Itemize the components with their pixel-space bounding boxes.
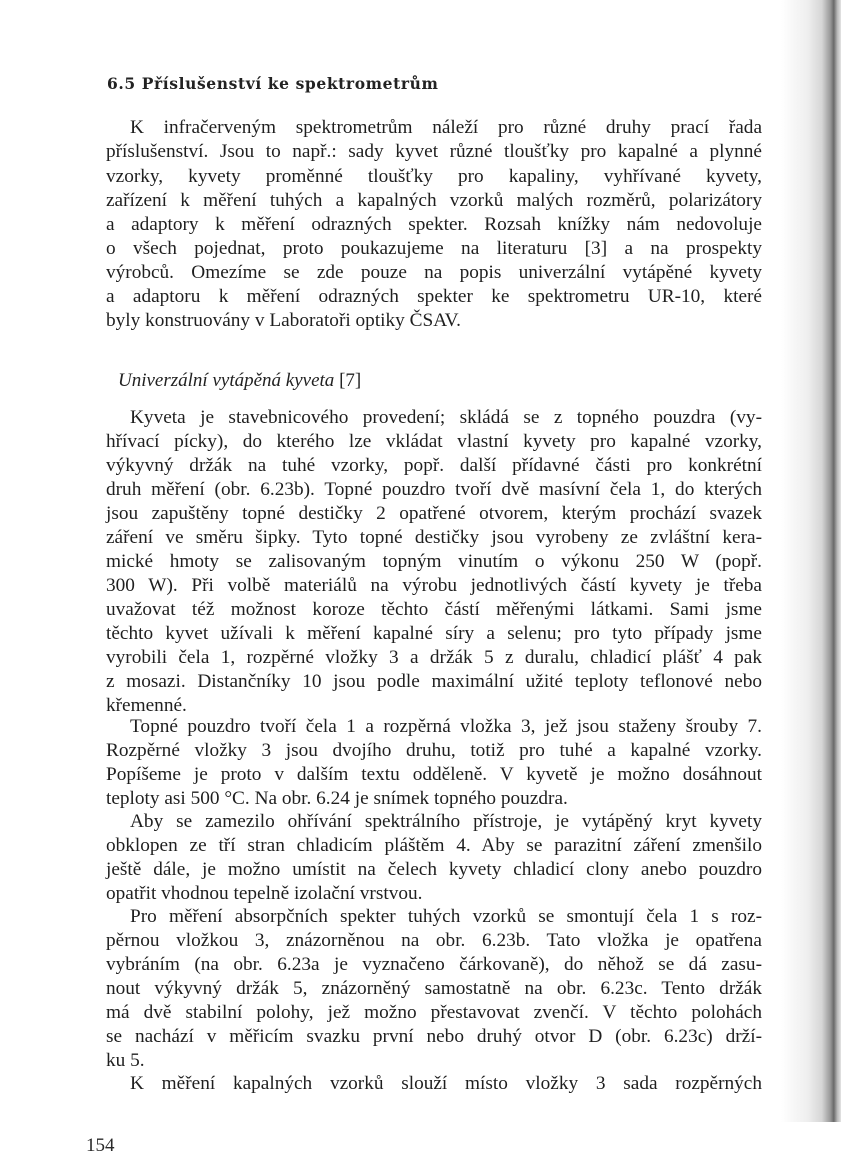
text-line: ku 5. [106,1050,145,1071]
text-line: 300 W). Při volbě materiálů na výrobu jednotlivých částí kyvety je třeba [106,575,762,596]
text-line: vybráním (na obr. 6.23a je vyznačeno čárkovaně), do něhož se dá zasu- [106,954,762,975]
text-line: a adaptoru k měření odrazných spekter ke spektrometru UR-10, které [106,286,762,307]
text-line: K infračerveným spektrometrům náleží pro různé druhy prací řada [130,117,762,138]
text-line: těchto kyvet užívali k měření kapalné síry a selenu; pro tyto případy jsme [106,623,762,644]
text-line: o všech pojednat, proto poukazujeme na literaturu [3] a na prospekty [106,238,762,259]
text-line: má dvě stabilní polohy, jež možno přestavovat zvenčí. V těchto polohách [106,1002,762,1023]
text-line: teploty asi 500 °C. Na obr. 6.24 je snímek topného pouzdra. [106,788,568,809]
text-line: a adaptory k měření odrazných spekter. Rozsah knížky nám nedovoluje [106,214,762,235]
text-line: z mosazi. Distančníky 10 jsou podle maximální užité teploty teflonové nebo [106,671,762,692]
text-line: Topné pouzdro tvoří čela 1 a rozpěrná vložka 3, jež jsou staženy šrouby 7. [130,716,762,737]
section-title: Příslušenství ke spektrometrům [141,74,439,93]
text-line: pěrnou vložkou 3, znázorněnou na obr. 6.23b. Tato vložka je opatřena [106,930,762,951]
subsection-heading [118,370,361,392]
text-line: hřívací pícky), do kterého lze vkládat vlastní kyvety pro kapalné vzorky, [106,431,762,452]
text-line: ještě dále, je možno umístit na čelech kyvety chladicí clony anebo pouzdro [106,859,762,880]
text-line: vyrobili čela 1, rozpěrné vložky 3 a držák 5 z duralu, chladicí plášť 4 pak [106,647,762,668]
text-line: Rozpěrné vložky 3 jsou dvojího druhu, totiž pro tuhé a kapalné vzorky. [106,740,762,761]
text-line: výkyvný držák na tuhé vzorky, popř. další přídavné části pro konkrétní [106,455,762,476]
text-line: Kyveta je stavebnicového provedení; skládá se z topného pouzdra (vy- [130,407,762,428]
citation-reference: [7] [339,370,362,391]
page-number: 154 [86,1135,115,1156]
text-line: obklopen ze tří stran chladicím pláštěm 4. Aby se parazitní záření zmenšilo [106,835,762,856]
text-line: vzorky, kyvety proměnné tloušťky pro kapaliny, vyhřívané kyvety, [106,166,762,187]
text-line: mické hmoty se zalisovaným topným vinutím o výkonu 250 W (popř. [106,551,762,572]
text-line: záření ve směru šipky. Tyto topné destičky jsou vyrobeny ze zvláštní kera- [106,527,762,548]
text-line: uvažovat též možnost koroze těchto částí měřenými látkami. Sami jsme [106,599,762,620]
text-line: zařízení k měření tuhých a kapalných vzorků malých rozměrů, polarizátory [106,190,762,211]
subsection-title: Univerzální vytápěná kyveta [118,370,335,391]
text-line: jsou zapuštěny topné destičky 2 opatřené otvorem, kterým prochází svazek [106,503,762,524]
text-line: K měření kapalných vzorků slouží místo vložky 3 sada rozpěrných [130,1073,762,1094]
section-heading [107,74,439,93]
text-line: opatřit vhodnou tepelně izolační vrstvou. [106,883,423,904]
section-number: 6.5 [107,74,136,93]
text-line: Pro měření absorpčních spekter tuhých vzorků se smontují čela 1 s roz- [130,906,762,927]
text-line: se nachází v měřicím svazku první nebo druhý otvor D (obr. 6.23c) drží- [106,1026,762,1047]
book-gutter-shadow [781,0,841,1122]
text-line: příslušenství. Jsou to např.: sady kyvet různé tloušťky pro kapalné a plynné [106,141,762,162]
text-line: výrobců. Omezíme se zde pouze na popis univerzální vytápěné kyvety [106,262,762,283]
text-line: druh měření (obr. 6.23b). Topné pouzdro tvoří dvě masívní čela 1, do kterých [106,479,762,500]
text-line: nout výkyvný držák 5, znázorněný samostatně na obr. 6.23c. Tento držák [106,978,762,999]
text-line: Popíšeme je proto v dalším textu odděleně. V kyvetě je možno dosáhnout [106,764,762,785]
text-line: Aby se zamezilo ohřívání spektrálního přístroje, je vytápěný kryt kyvety [130,811,762,832]
text-line: byly konstruovány v Laboratoři optiky ČSAV. [106,310,461,331]
text-line: křemenné. [106,695,187,716]
